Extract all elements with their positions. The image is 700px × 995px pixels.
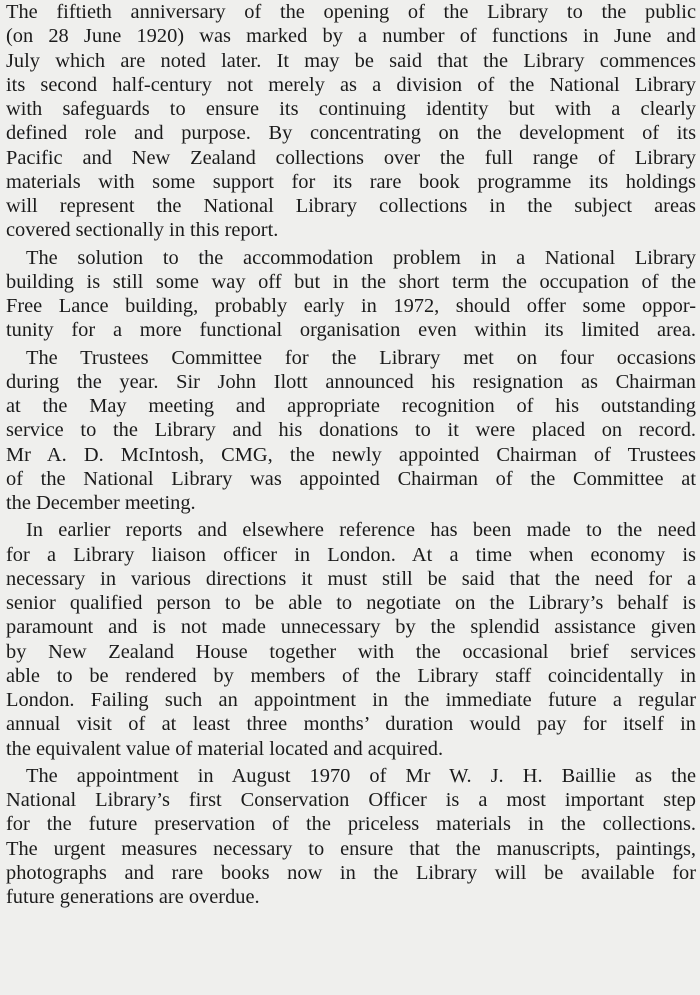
text-line: The Trustees Committee for the Library met on four occasions — [26, 346, 696, 369]
text-line: for a Library liaison officer in London. At a time when economy is — [6, 543, 696, 566]
document-page — [6, 0, 696, 909]
paragraph-fiftieth-anniversary — [6, 0, 696, 243]
text-line: the equivalent value of material located and acquired. — [6, 737, 444, 760]
text-line: with safeguards to ensure its continuing identity but with a clearly — [6, 98, 696, 120]
text-line: photographs and rare books now in the Library will be available for — [6, 861, 696, 884]
paragraph-liaison-officer — [6, 518, 696, 761]
text-line: for the future preservation of the priceless materials in the collections. — [6, 813, 696, 836]
text-line: Mr A. D. McIntosh, CMG, the newly appointed Chairman of Trustees — [6, 443, 696, 466]
text-line: the December meeting. — [6, 492, 196, 514]
paragraph-accommodation — [6, 246, 696, 343]
text-line: service to the Library and his donations to it were placed on record. — [6, 419, 696, 442]
text-line: The urgent measures necessary to ensure that the manuscripts, paintings, — [6, 837, 696, 860]
text-line: paramount and is not made unnecessary by the splendid assistance given — [6, 616, 696, 639]
text-line: London. Failing such an appointment in the immediate future a regular — [6, 689, 696, 711]
text-line: Pacific and New Zealand collections over the full range of Library — [6, 146, 696, 169]
text-line: will represent the National Library collections in the subject areas — [6, 195, 696, 217]
text-line: The appointment in August 1970 of Mr W. J. H. Baillie as the — [26, 764, 696, 787]
text-line: building is still some way off but in the short term the occupation of the — [6, 270, 696, 293]
text-line: annual visit of at least three months’ duration would pay for itself in — [6, 713, 696, 736]
text-line: (on 28 June 1920) was marked by a number of functions in June and — [6, 25, 696, 48]
text-line: July which are noted later. It may be said that the Library commences — [6, 49, 696, 72]
text-line: The fiftieth anniversary of the opening of the Library to the public — [6, 1, 696, 23]
text-line: senior qualified person to be able to negotiate on the Library’s behalf is — [6, 592, 696, 614]
text-line: at the May meeting and appropriate recognition of his outstanding — [6, 395, 696, 417]
text-line: National Library’s first Conservation Officer is a most important step — [6, 789, 696, 811]
text-line: future generations are overdue. — [6, 886, 260, 908]
paragraph-trustees-committee — [6, 346, 696, 516]
text-line: The solution to the accommodation problem in a National Library — [26, 246, 696, 269]
text-line: defined role and purpose. By concentrating on the development of its — [6, 122, 696, 145]
text-line: of the National Library was appointed Chairman of the Committee at — [6, 467, 696, 490]
paragraph-conservation-officer — [6, 764, 696, 910]
text-line: by New Zealand House together with the occasional brief services — [6, 640, 696, 663]
text-line: during the year. Sir John Ilott announced his resignation as Chairman — [6, 370, 696, 393]
text-line: necessary in various directions it must still be said that the need for a — [6, 567, 696, 590]
text-line: In earlier reports and elsewhere reference has been made to the need — [26, 519, 696, 542]
text-line: its second half-century not merely as a division of the National Library — [6, 73, 696, 96]
text-line: Free Lance building, probably early in 1972, should offer some oppor- — [6, 295, 696, 317]
text-line: tunity for a more functional organisation even within its limited area. — [6, 319, 696, 342]
text-line: able to be rendered by members of the Library staff coincidentally in — [6, 664, 696, 687]
text-line: materials with some support for its rare book programme its holdings — [6, 170, 696, 193]
text-line: covered sectionally in this report. — [6, 219, 279, 242]
